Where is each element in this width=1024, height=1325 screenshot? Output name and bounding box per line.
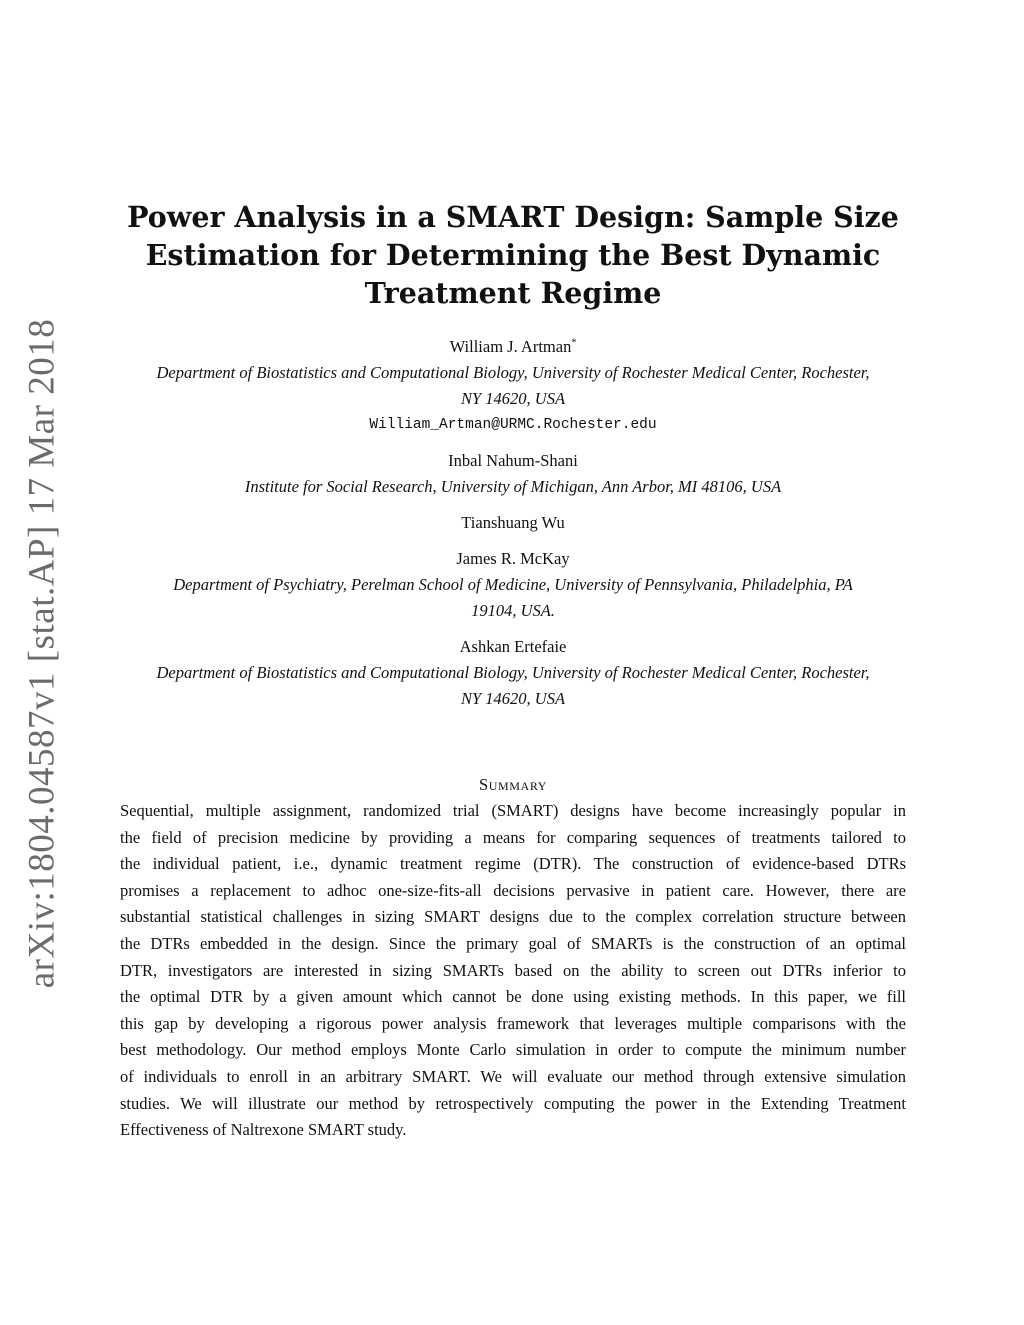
- summary-line: of individuals to enroll in an arbitrary SMART. We will evaluate our method through extensive simulation: [120, 1066, 906, 1086]
- author-affiliation: Department of Biostatistics and Computational Biology, University of Rochester Medical Center, Rochester,: [156, 363, 870, 382]
- summary-body: [120, 798, 906, 1144]
- summary-line: studies. We will illustrate our method by retrospectively computing the power in the Extending Treatment: [120, 1093, 906, 1113]
- arxiv-stamp: [4, 318, 80, 988]
- title-line: Power Analysis in a SMART Design: Sample Size: [127, 200, 899, 234]
- summary-line: Sequential, multiple assignment, randomized trial (SMART) designs have become increasingly popular in: [120, 801, 906, 820]
- summary-line: the field of precision medicine by providing a means for comparing sequences of treatments tailored to: [120, 827, 906, 847]
- author-name: William J. Artman*: [449, 337, 577, 356]
- summary-heading: Summary: [478, 775, 548, 794]
- author-affiliation: NY 14620, USA: [460, 689, 566, 708]
- author-affiliation: Department of Biostatistics and Computational Biology, University of Rochester Medical Center, Rochester,: [156, 663, 870, 682]
- author-affiliation: NY 14620, USA: [460, 389, 566, 408]
- summary-line: DTR, investigators are interested in sizing SMARTs based on the ability to screen out DTRs inferior to: [120, 960, 906, 980]
- title-line: Estimation for Determining the Best Dynamic: [145, 238, 881, 272]
- author-name: Ashkan Ertefaie: [459, 637, 567, 656]
- author-affiliation: Institute for Social Research, University of Michigan, Ann Arbor, MI 48106, USA: [244, 477, 782, 496]
- author-name: James R. McKay: [456, 549, 570, 568]
- author-email[interactable]: William_Artman@URMC.Rochester.edu: [369, 417, 657, 433]
- author-block: [110, 334, 916, 712]
- summary-line: substantial statistical challenges in sizing SMART designs due to the complex correlation structure between: [120, 907, 906, 927]
- summary-line: the individual patient, i.e., dynamic treatment regime (DTR). The construction of evidence-based DTRs: [120, 854, 906, 874]
- author-name: Tianshuang Wu: [461, 513, 565, 532]
- summary-line: promises a replacement to adhoc one-size-fits-all decisions pervasive in patient care. However, there are: [120, 880, 906, 900]
- summary-line: the DTRs embedded in the design. Since the primary goal of SMARTs is the construction of an optimal: [120, 933, 906, 953]
- author-affiliation: Department of Psychiatry, Perelman School of Medicine, University of Pennsylvania, Philadelphia, PA: [173, 575, 853, 594]
- footnote-mark: *: [571, 337, 577, 349]
- author-name: Inbal Nahum-Shani: [448, 451, 578, 470]
- paper-title: [120, 198, 906, 312]
- summary-line: best methodology. Our method employs Monte Carlo simulation in order to compute the minimum number: [120, 1040, 906, 1060]
- summary-line: the optimal DTR by a given amount which cannot be done using existing methods. In this paper, we fill: [120, 987, 906, 1007]
- title-line: Treatment Regime: [364, 276, 662, 310]
- summary-line: Effectiveness of Naltrexone SMART study.: [120, 1120, 407, 1140]
- author-affiliation: 19104, USA.: [471, 601, 555, 620]
- arxiv-stamp-text: arXiv:1804.04587v1 [stat.AP] 17 Mar 2018: [21, 318, 63, 988]
- summary-line: this gap by developing a rigorous power analysis framework that leverages multiple comparisons with the: [120, 1013, 906, 1033]
